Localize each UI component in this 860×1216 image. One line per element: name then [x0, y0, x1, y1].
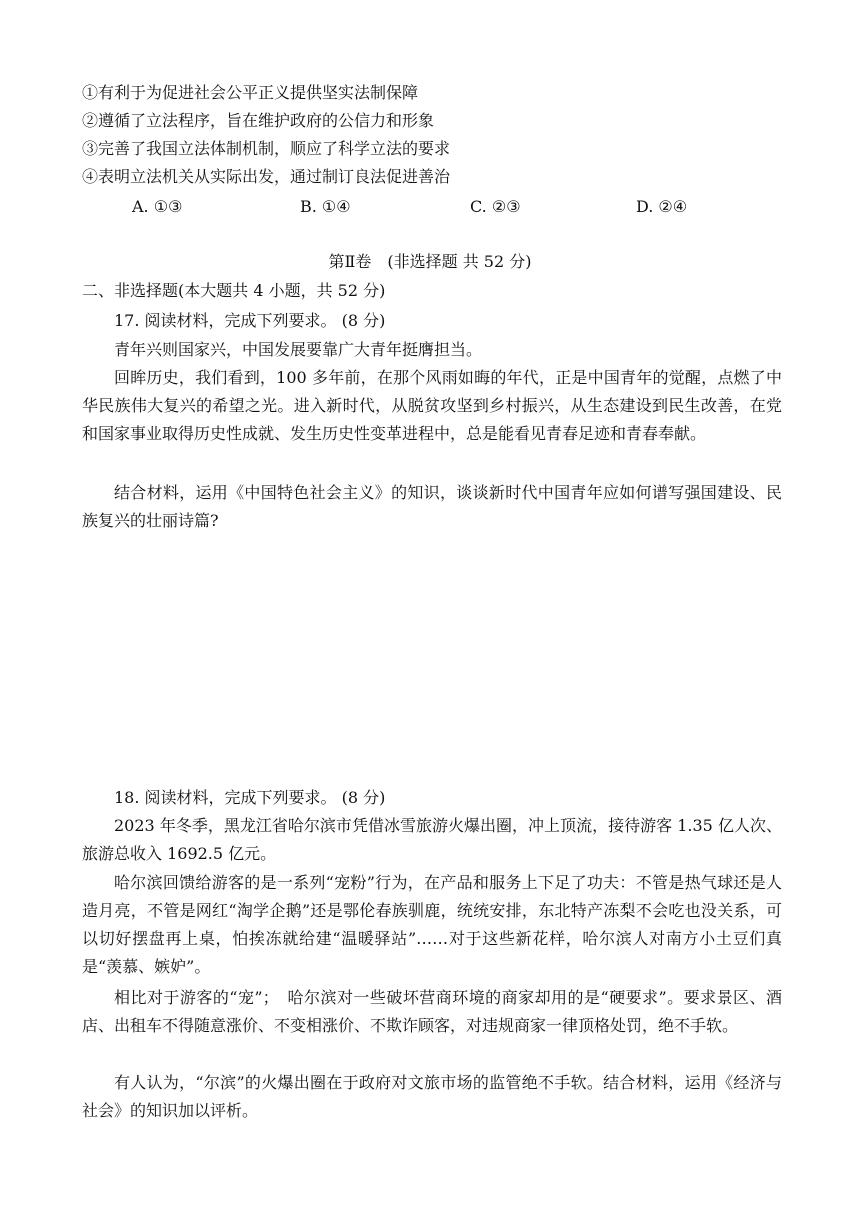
option-d: D. ②④ [636, 197, 688, 216]
answer-options [0, 195, 860, 219]
section-heading: 二、非选择题(本大题共 4 小题，共 52 分) [82, 281, 386, 300]
option-b: B. ①④ [300, 197, 351, 216]
q18-paragraph-2: 哈尔滨回馈给游客的是一系列“宠粉”行为，在产品和服务上下足了功夫：不管是热气球还是人造月亮，不管是网红“淘学企鹅”还是鄂伦春族驯鹿，统统安排，东北特产冻梨不会吃也没关系，可以切好摆盘再上桌，怕挨冻就给建“温暖驿站”……对于这些新花样，哈尔滨人对南方小土豆们真是“羡慕、嫉妒”。 [82, 873, 782, 976]
section-title: 第Ⅱ卷 (非选择题 共 52 分) [328, 252, 532, 271]
q18-paragraph-3: 相比对于游客的“宠”； 哈尔滨对一些破坏营商环境的商家却用的是“硬要求”。要求景区、酒店、出租车不得随意涨价、不变相涨价、不欺诈顾客，对违规商家一律顶格处罚，绝不手软。 [82, 988, 782, 1035]
option-c: C. ②③ [470, 197, 521, 216]
q17-paragraph-2: 回眸历史，我们看到，100 多年前，在那个风雨如晦的年代，正是中国青年的觉醒，点燃了中华民族伟大复兴的希望之光。进入新时代，从脱贫攻坚到乡村振兴，从生态建设到民生改善，在党和国家事业取得历史性成就、发生历史性变革进程中，总是能看见青春足迹和青春奉献。 [82, 368, 782, 443]
option-a: A. ①③ [132, 197, 183, 216]
q17-heading: 17. 阅读材料，完成下列要求。 (8 分) [114, 311, 386, 330]
statement-4: ④表明立法机关从实际出发，通过制订良法促进善治 [82, 167, 451, 186]
statement-1: ①有利于为促进社会公平正义提供坚实法制保障 [82, 83, 419, 102]
q17-question: 结合材料，运用《中国特色社会主义》的知识，谈谈新时代中国青年应如何谱写强国建设、民族复兴的壮丽诗篇? [82, 483, 782, 530]
statement-2: ②遵循了立法程序，旨在维护政府的公信力和形象 [82, 111, 435, 130]
q18-heading: 18. 阅读材料，完成下列要求。 (8 分) [114, 788, 386, 807]
statement-3: ③完善了我国立法体制机制，顺应了科学立法的要求 [82, 139, 451, 158]
q18-paragraph-1: 2023 年冬季，黑龙江省哈尔滨市凭借冰雪旅游火爆出圈，冲上顶流，接待游客 1.35 亿人次、旅游总收入 1692.5 亿元。 [82, 816, 782, 863]
q17-paragraph-1: 青年兴则国家兴，中国发展要靠广大青年挺膺担当。 [114, 340, 483, 359]
q18-question: 有人认为，“尔滨”的火爆出圈在于政府对文旅市场的监管绝不手软。结合材料，运用《经济与社会》的知识加以评析。 [82, 1073, 782, 1120]
